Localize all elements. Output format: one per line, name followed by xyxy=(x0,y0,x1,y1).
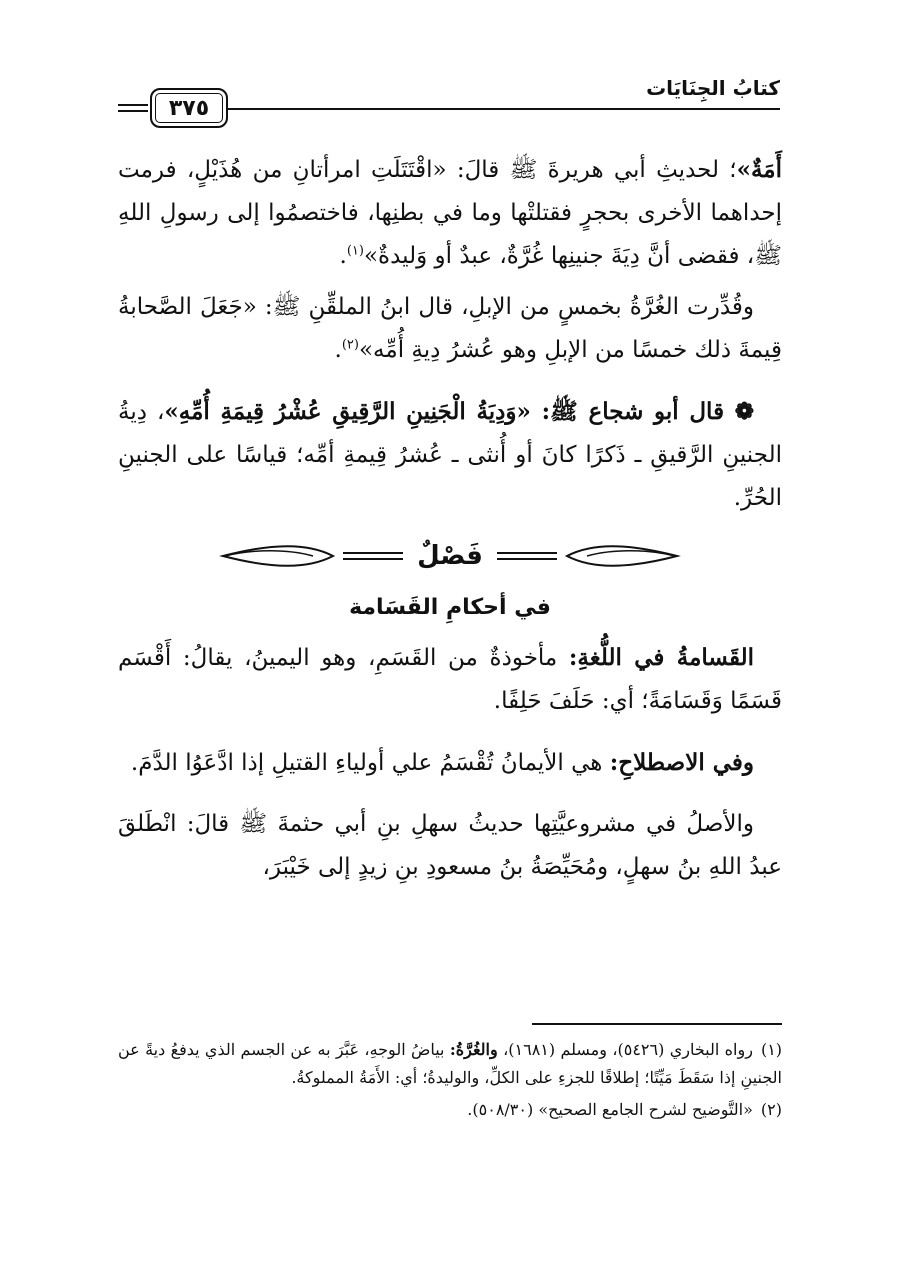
footnote-number: (٢) xyxy=(760,1100,782,1119)
paragraph-text: والأصلُ في مشروعيَّتِها حديثُ سهلِ بنِ أبي حثمةَ ﷺ قالَ: انْطَلقَ عبدُ اللهِ بنُ سهلٍ، ومُحَيِّصَةُ بنُ مسعودِ بنِ زيدٍ إلى خَيْبَرَ، xyxy=(118,811,782,880)
footnote-ref-1[interactable]: (١) xyxy=(346,243,364,259)
paragraph-gurrah-hadith xyxy=(118,148,782,278)
paragraph-qasamah-origin xyxy=(118,803,782,889)
main-text xyxy=(118,148,782,889)
ornament-right-icon xyxy=(497,543,687,569)
footnote-ref-2[interactable]: (٢) xyxy=(341,337,359,353)
ornament-left-icon xyxy=(213,543,403,569)
footnote-term: والغُرَّةُ: xyxy=(449,1040,498,1059)
header-rule xyxy=(228,108,780,110)
paragraph-matn-abu-shuja xyxy=(118,390,782,520)
header-rule-left-top xyxy=(118,104,148,106)
book-title: كتابُ الجِنَايَات xyxy=(646,76,780,100)
matn-quote: ❁ قال أبو شجاع ﷺ: «وَدِيَةُ الْجَنِينِ الرَّقِيقِ عُشْرُ قِيمَةِ أُمِّهِ» xyxy=(164,398,754,425)
section-heading: فَصْلٌ xyxy=(417,541,483,571)
section-subtitle: في أحكامِ القَسَامة xyxy=(349,595,551,620)
footnote-number: (١) xyxy=(760,1040,783,1059)
paragraph-end: . xyxy=(334,337,342,363)
footnote-1 xyxy=(118,1036,782,1092)
paragraph-text: هي الأيمانُ تُقْسَمُ علي أولياءِ القتيلِ إذا ادَّعَوُا الدَّمَ. xyxy=(130,750,610,776)
paragraph-qasamah-technical xyxy=(118,741,782,785)
footnote-separator xyxy=(532,1023,782,1025)
footnote-2 xyxy=(118,1096,782,1124)
paragraph-text: ؛ لحديثِ أبي هريرةَ ﷺ قالَ: «اقْتَتَلَتِ امرأتانِ من هُذَيْلٍ، فرمت إحداهما الأخرى بحجرٍ فقتلتْها وما في بطنِها، فاختصمُوا إلى رسولِ اللهِ ﷺ، فقضى أنَّ دِيَةَ جنينِها غُرَّةٌ، عبدٌ أو وَليدةٌ» xyxy=(118,157,782,269)
paragraph-text: مأخوذةٌ من القَسَمِ، وهو اليمينُ، يقالُ: أَقْسَم قَسَمًا وَقَسَامَةً؛ أي: حَلَفَ حَلِفًا. xyxy=(118,645,782,714)
paragraph-end: . xyxy=(339,243,347,269)
paragraph-qasamah-linguistic xyxy=(118,636,782,723)
footnote-text: بياضُ الوجهِ، عَبَّرَ به عن الجسم الذي يدفعُ ديةً عن الجنينِ إذا سَقَطَ مَيِّتًا؛ إطلاقًا للجزءِ على الكلِّ، والوليدةُ؛ أي: الأَمَةُ المملوكةُ. xyxy=(118,1040,782,1087)
term-lead: القَسامةُ في اللُّغةِ: xyxy=(568,644,754,671)
section-divider xyxy=(118,528,782,584)
header-rule-left-bottom xyxy=(118,110,148,112)
page-number-frame xyxy=(150,88,228,128)
page-header xyxy=(118,70,780,130)
footnotes xyxy=(118,1036,782,1128)
paragraph-text: ، دِيةُ الجنينِ الرَّقيقِ ـ ذَكرًا كانَ أو أُنثى ـ عُشرُ قِيمةِ أمِّه؛ قياسًا على الجنينِ الحُرِّ. xyxy=(118,399,782,511)
page-number: ٣٧٥ xyxy=(168,95,210,121)
footnote-text: «التَّوضيح لشرح الجامع الصحيح» (٥٠٨/٣٠). xyxy=(467,1100,753,1119)
paragraph-gurrah-value xyxy=(118,286,782,372)
term-lead: وفي الاصطلاحِ: xyxy=(609,749,754,776)
paragraph-lead: أَمَةٌ» xyxy=(736,156,782,183)
footnote-text: رواه البخاري (٥٤٢٦)، ومسلم (١٦٨١)، xyxy=(497,1040,753,1059)
paragraph-text: وقُدِّرت الغُرَّةُ بخمسٍ من الإبلِ، قال ابنُ الملقِّنِ ﷺ: «جَعَلَ الصَّحابةُ قِيمةَ ذلك خمسًا من الإبلِ وهو عُشرُ دِيةِ أُمِّه» xyxy=(118,294,782,363)
